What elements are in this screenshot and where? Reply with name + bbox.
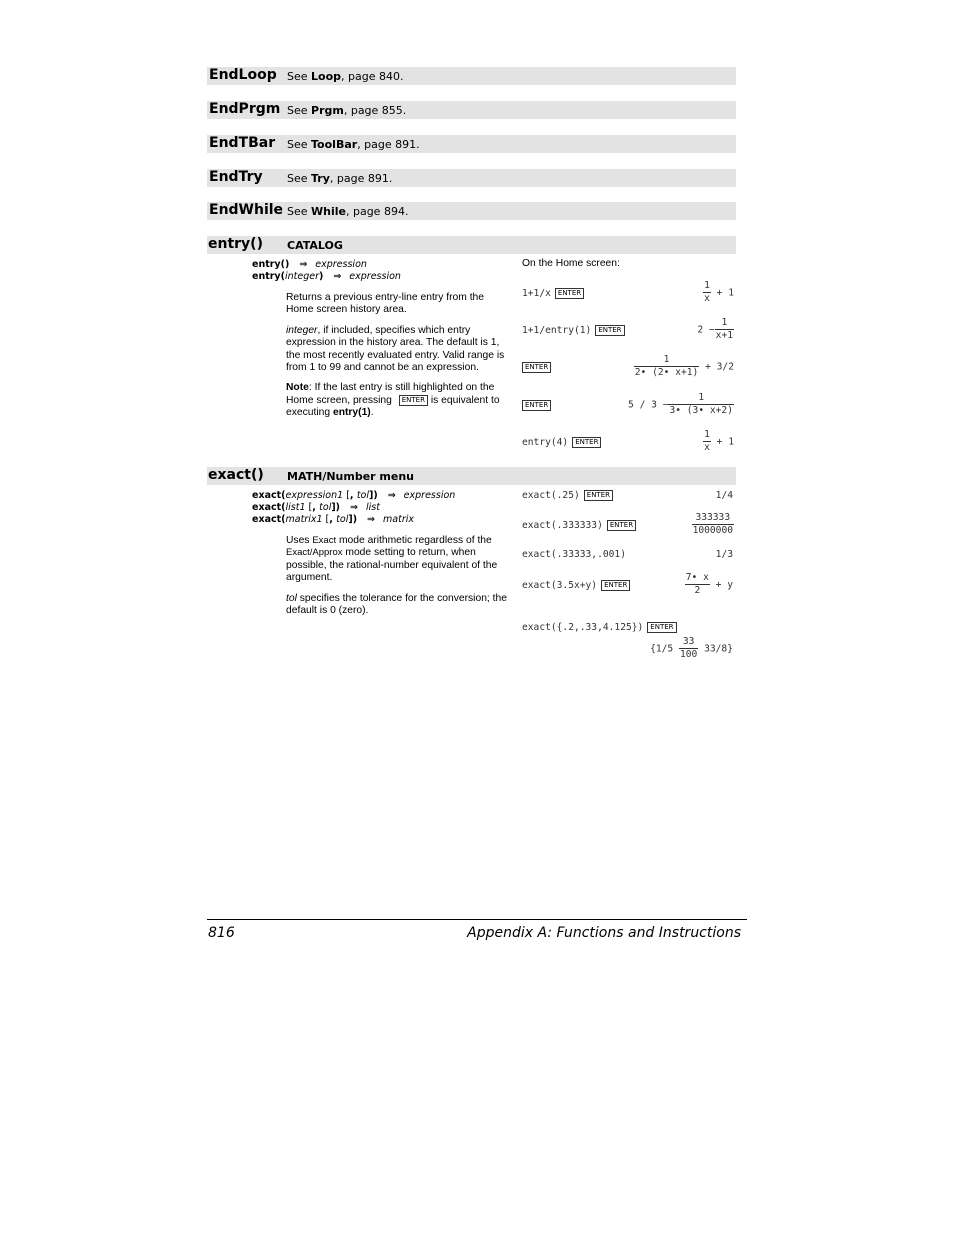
arrow-icon: ⇒ xyxy=(350,502,358,513)
see-ref: Loop xyxy=(311,70,342,83)
result-text: + y xyxy=(715,579,733,591)
see-also-text xyxy=(287,70,403,83)
syntax-cmd: ]) xyxy=(331,502,341,513)
enter-key-icon: ENTER xyxy=(647,622,676,633)
syntax-cmd: ]) xyxy=(348,514,358,525)
syntax-line xyxy=(252,514,414,525)
fraction xyxy=(703,429,711,454)
desc-text: Uses xyxy=(286,535,313,546)
arrow-icon: ⇒ xyxy=(333,271,342,282)
syntax-cmd: exact( xyxy=(252,490,286,501)
denominator: x xyxy=(704,293,710,304)
entry-description xyxy=(286,292,508,428)
syntax-line xyxy=(252,490,455,501)
result-text: + 1 xyxy=(716,436,734,448)
entry-title: EndTry xyxy=(209,169,263,185)
description-paragraph: Returns a previous entry-line entry from the Home screen history area. xyxy=(286,292,485,316)
syntax-arg: tol xyxy=(356,490,370,501)
see-also-text xyxy=(287,172,392,185)
result-text: 5 / 3 − xyxy=(628,399,669,411)
example-result xyxy=(628,392,734,417)
numerator: 333333 xyxy=(692,512,734,525)
example-result xyxy=(692,512,734,537)
example-result xyxy=(685,572,733,597)
example-result: 1/4 xyxy=(715,490,733,501)
syntax-cmd: ) xyxy=(318,271,324,282)
example-input xyxy=(522,549,626,560)
enter-key-icon: ENTER xyxy=(555,288,584,299)
enter-key-icon: ENTER xyxy=(399,395,428,406)
syntax-bracket: [ xyxy=(305,502,313,513)
page-number: 816 xyxy=(208,925,235,941)
input-text: exact(.33333,.001) xyxy=(522,549,626,560)
note-text: : If the last entry is still highlighted on the Home screen, pressing xyxy=(286,382,495,406)
arg-name: tol xyxy=(286,592,297,604)
desc-text: , if included, specifies which entry expression in the history area. The default is 1, the most recently evaluated entry. Valid range is from 1 to 99 and cannot be an expression. xyxy=(286,324,505,374)
note-text: . xyxy=(370,407,374,419)
see-ref: Prgm xyxy=(311,104,344,117)
description-paragraph xyxy=(286,535,508,585)
arrow-icon: ⇒ xyxy=(387,490,396,501)
example-result xyxy=(703,429,734,454)
see-label: See xyxy=(287,70,312,83)
see-also-text xyxy=(287,205,408,218)
numerator: 1 xyxy=(704,429,710,440)
arrow-icon: ⇒ xyxy=(367,514,376,525)
entry-title: EndLoop xyxy=(209,67,277,83)
result-text: 2 − xyxy=(697,324,715,336)
mode-name: Exact xyxy=(312,535,337,546)
example-result: 1/3 xyxy=(715,549,733,560)
note-label: Note xyxy=(286,382,309,394)
example-input xyxy=(522,520,636,531)
example-input xyxy=(522,400,551,411)
numerator: 7• x xyxy=(685,572,709,583)
result-text: 33/8} xyxy=(704,643,733,655)
function-category: CATALOG xyxy=(287,239,343,252)
example-header: On the Home screen: xyxy=(522,258,620,269)
syntax-arg: integer xyxy=(284,271,319,282)
note-text: is equivalent to executing xyxy=(286,394,500,419)
input-text: exact({.2,.33,4.125}) xyxy=(522,622,644,633)
syntax-line xyxy=(252,502,380,513)
syntax-result: matrix xyxy=(383,514,414,525)
syntax-comma: , xyxy=(349,490,357,501)
numerator: 1 xyxy=(704,280,710,291)
input-text: entry(4) xyxy=(522,437,569,448)
input-text: 1+1/x xyxy=(522,288,551,299)
entry-bar-endwhile xyxy=(207,202,736,220)
input-text: 1+1/entry(1) xyxy=(522,325,592,336)
entry-bar-endloop xyxy=(207,67,736,85)
see-label: See xyxy=(287,205,312,218)
denominator: x+1 xyxy=(715,330,733,341)
arrow-icon: ⇒ xyxy=(299,259,308,270)
syntax-bracket: [ xyxy=(322,514,330,525)
arg-name: integer xyxy=(286,324,318,336)
note-cmd: entry(1) xyxy=(332,407,371,419)
example-input xyxy=(522,580,630,591)
syntax-comma: , xyxy=(312,502,320,513)
enter-key-icon: ENTER xyxy=(572,437,601,448)
input-text: exact(.333333) xyxy=(522,520,603,531)
syntax-cmd: entry( xyxy=(252,271,285,282)
denominator: 2• (2• x+1) xyxy=(634,367,699,378)
syntax-result: list xyxy=(366,502,380,513)
footer-divider xyxy=(207,919,747,920)
example-input xyxy=(522,437,601,448)
see-ref: ToolBar xyxy=(311,138,358,151)
desc-text: specifies the tolerance for the conversion; the default is 0 (zero). xyxy=(286,592,507,617)
example-result xyxy=(703,280,734,305)
input-text: exact(.25) xyxy=(522,490,580,501)
description-paragraph xyxy=(286,325,508,375)
desc-text: mode arithmetic regardless of the xyxy=(336,535,492,546)
fraction xyxy=(634,354,700,379)
denominator: 2 xyxy=(694,585,701,596)
result-text: + 3/2 xyxy=(705,361,734,373)
syntax-result: expression xyxy=(315,259,367,270)
entry-fn-header xyxy=(207,236,736,254)
result-text: + 1 xyxy=(716,287,734,299)
function-category: MATH/Number menu xyxy=(287,470,415,483)
see-page: , page 891. xyxy=(329,172,393,185)
function-name: exact() xyxy=(208,467,264,483)
syntax-cmd: entry() xyxy=(252,259,290,270)
syntax-arg: matrix1 xyxy=(285,514,323,525)
example-input xyxy=(522,490,613,501)
denominator: x xyxy=(704,442,710,453)
description-paragraph xyxy=(286,593,508,618)
syntax-comma: , xyxy=(329,514,337,525)
example-result xyxy=(697,317,734,342)
exact-description xyxy=(286,535,508,625)
see-page: , page 891. xyxy=(357,138,420,151)
entry-title: EndPrgm xyxy=(209,101,281,117)
example-input xyxy=(522,622,677,633)
numerator: 1 xyxy=(668,392,734,405)
see-also-text xyxy=(287,104,406,117)
syntax-arg: tol xyxy=(336,514,349,525)
enter-key-icon: ENTER xyxy=(522,400,551,411)
see-page: , page 855. xyxy=(343,104,407,117)
section-title: Appendix A: Functions and Instructions xyxy=(467,925,741,941)
fraction xyxy=(703,280,711,305)
enter-key-icon: ENTER xyxy=(607,520,636,531)
syntax-line xyxy=(252,271,401,282)
see-ref: While xyxy=(311,205,346,218)
note-paragraph xyxy=(286,382,508,419)
syntax-cmd: ]) xyxy=(369,490,378,501)
fraction xyxy=(668,392,734,417)
example-input xyxy=(522,288,584,299)
denominator: 3• (3• x+2) xyxy=(669,405,733,416)
see-label: See xyxy=(287,138,312,151)
function-name: entry() xyxy=(208,236,263,252)
see-label: See xyxy=(287,172,312,185)
fraction xyxy=(685,572,710,597)
enter-key-icon: ENTER xyxy=(522,362,551,373)
fraction xyxy=(692,512,734,537)
syntax-cmd: exact( xyxy=(252,502,286,513)
entry-title: EndTBar xyxy=(209,135,276,151)
mode-name: Exact/Approx xyxy=(286,547,343,559)
enter-key-icon: ENTER xyxy=(584,490,613,501)
see-page: , page 894. xyxy=(345,205,409,218)
input-text: exact(3.5x+y) xyxy=(522,580,598,591)
entry-bar-endtbar xyxy=(207,135,736,153)
syntax-result: expression xyxy=(349,271,401,282)
syntax-result: expression xyxy=(403,490,456,501)
syntax-arg: tol xyxy=(319,502,332,513)
denominator: 100 xyxy=(680,649,698,660)
entry-bar-endtry xyxy=(207,169,736,187)
see-label: See xyxy=(287,104,312,117)
fraction xyxy=(679,636,698,661)
enter-key-icon: ENTER xyxy=(601,580,630,591)
numerator: 1 xyxy=(715,317,734,330)
syntax-arg: expression1 xyxy=(285,490,344,501)
entry-title: EndWhile xyxy=(209,202,284,218)
numerator: 33 xyxy=(679,636,698,649)
entry-bar-endprgm xyxy=(207,101,736,119)
example-input xyxy=(522,362,551,373)
syntax-arg: list1 xyxy=(285,502,306,513)
see-ref: Try xyxy=(311,172,330,185)
result-text: {1/5 xyxy=(650,643,674,655)
denominator: 1000000 xyxy=(692,525,733,536)
see-page: , page 840. xyxy=(341,70,404,83)
syntax-cmd: exact( xyxy=(252,514,286,525)
syntax-line xyxy=(252,259,367,270)
numerator: 1 xyxy=(634,354,700,367)
enter-key-icon: ENTER xyxy=(595,325,624,336)
exact-fn-header xyxy=(207,467,736,485)
example-input xyxy=(522,325,625,336)
example-result xyxy=(634,354,734,379)
fraction xyxy=(715,317,734,342)
example-result xyxy=(650,636,733,661)
see-also-text xyxy=(287,138,420,151)
syntax-bracket: [ xyxy=(343,490,350,501)
desc-text: mode setting to return, when possible, the rational-number equivalent of the argument. xyxy=(286,547,498,584)
